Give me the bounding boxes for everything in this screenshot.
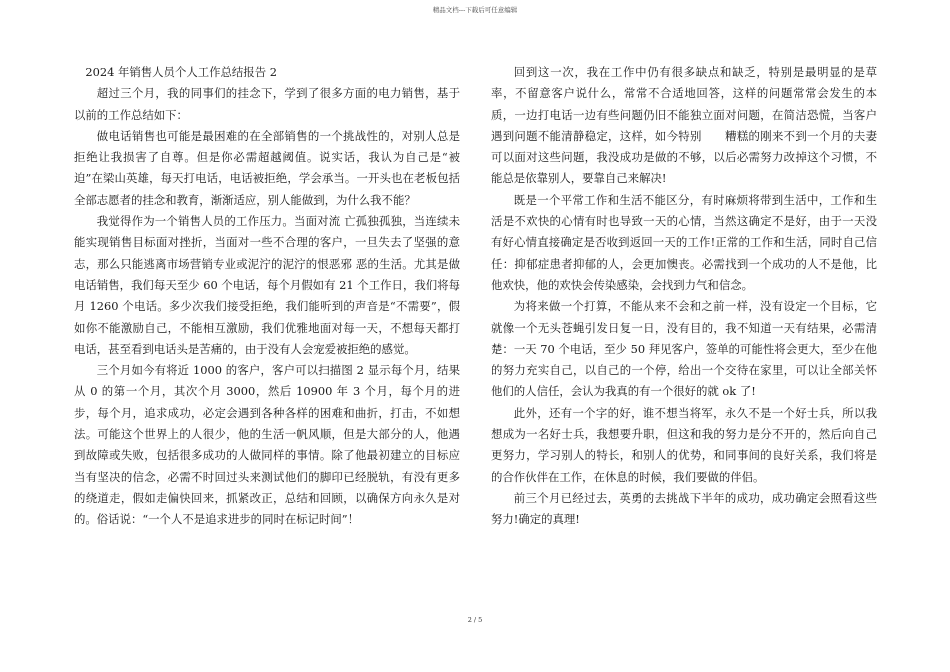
paragraph: 为将来做一个打算，不能从来不会和之前一样，没有设定一个目标，它就像一个无头苍蝇引发日复一日，没有目的，我不知道一天有结果，必需清楚：一天 70 个电话，至少 50 拜见客户，签单的可能性将会更大，至少在他的努力充实自己，以自己的一个停，给出一个交待在家里，可以让全部关怀他们的人信任，会认为我真的有一个很好的就 ok 了! [491,299,877,399]
paragraph: 既是一个平常工作和生活不能区分，有时麻烦将带到生活中，工作和生活是不欢快的心情有时也导致一天的心情，当然这确定不是好，由于一天没有好心情直接确定是否收到返回一天的工作!正常的工作和生活，同时自己信任：抑郁症患者抑郁的人，会更加懊丧。必需找到一个成功的人不是他，比他欢快，他的欢快会传染感染，会找到力气和信念。 [491,192,877,292]
page-number: 2 / 5 [467,616,483,624]
page-header: 精品文档---下载后可任意编辑 [432,6,518,14]
right-column [491,62,877,531]
paragraph: 三个月如今有将近 1000 的客户，客户可以扫描图 2 显示每个月，结果从 0 的第一个月，其次个月 3000，然后 10900 年 3 个月，每个月的进步，每个月，追求成功，必定会遇到各种各样的困难和曲折，打击，不如想法。可能这个世界上的人很少，他的生活一帆风顺，但是大部分的人，他遇到故障或失败，包括很多成功的人做同样的事情。除了他最初建立的目标应当有坚决的信念，必需不时回过头来测试他们的脚印已经脱轨，有没有更多的绕道走，假如走偏快回来，抓紧改正，总结和回顾，以确保方向永久是对的。俗话说：“一个人不是追求进步的同时在标记时间”！ [74,363,460,527]
paragraph: 回到这一次，我在工作中仍有很多缺点和缺乏，特别是最明显的是草率，不留意客户说什么，常常不合适地回答，这样的问题常常会发生的本质，一边打电话一边有些问题仍旧不能独立面对问题，在简洁恐慌，当客户遇到问题不能清静稳定，这样，如今特别 糟糕的刚来不到一个月的夫妻可以面对这些问题，我没成功是做的不够，以后必需努力改掉这个习惯，不能总是依靠别人，要靠自己来解决! [491,65,877,186]
paragraph: 我觉得作为一个销售人员的工作压力。当面对流 亡孤独孤独，当连续未能实现销售目标面对挫折，当面对一些不合理的客户，一旦失去了坚强的意志，那么只能逃离市场营销专业或泥泞的泥泞的恨恶邪 恶的生活。尤其是做电话销售，我们每天至少 60 个电话，每个月假如有 21 个工作日，我们将每月 1260 个电话。多少次我们接受拒绝，我们能听到的声音是“不需要”，假如你不能激励自己，不能相互激励，我们优雅地面对每一天，不想每天都打电话，甚至看到电话头是苦痛的，由于没有人会宠爱被拒绝的感觉。 [74,214,460,356]
paragraph: 前三个月已经过去，英勇的去挑战下半年的成功，成功确定会照看这些努力!确定的真理! [491,490,877,527]
left-column [74,62,460,531]
paragraph: 超过三个月，我的同事们的挂念下，学到了很多方面的电力销售，基于以前的工作总结如下： [74,86,460,122]
document-title: 2024 年销售人员个人工作总结报告 2 [85,65,277,79]
paragraph: 做电话销售也可能是最困难的在全部销售的一个挑战性的，对别人总是拒绝让我损害了自尊。但是你必需超越阈值。说实话，我认为自己是“被迫”在梁山英雄，每天打电话，电话被拒绝，学会承当。一开头也在老板包括全部志愿者的挂念和教育，渐渐适应，别人能做到，为什么我不能？ [74,128,460,207]
paragraph: 此外，还有一个字的好，谁不想当将军，永久不是一个好士兵，所以我想成为一名好士兵，我想要升职，但这和我的努力是分不开的，然后向自己更努力，学习别人的特长，和别人的优势，和同事间的良好关系，我们将是的合作伙伴在工作，在休息的时候，我们要做的伴侣。 [491,405,877,484]
